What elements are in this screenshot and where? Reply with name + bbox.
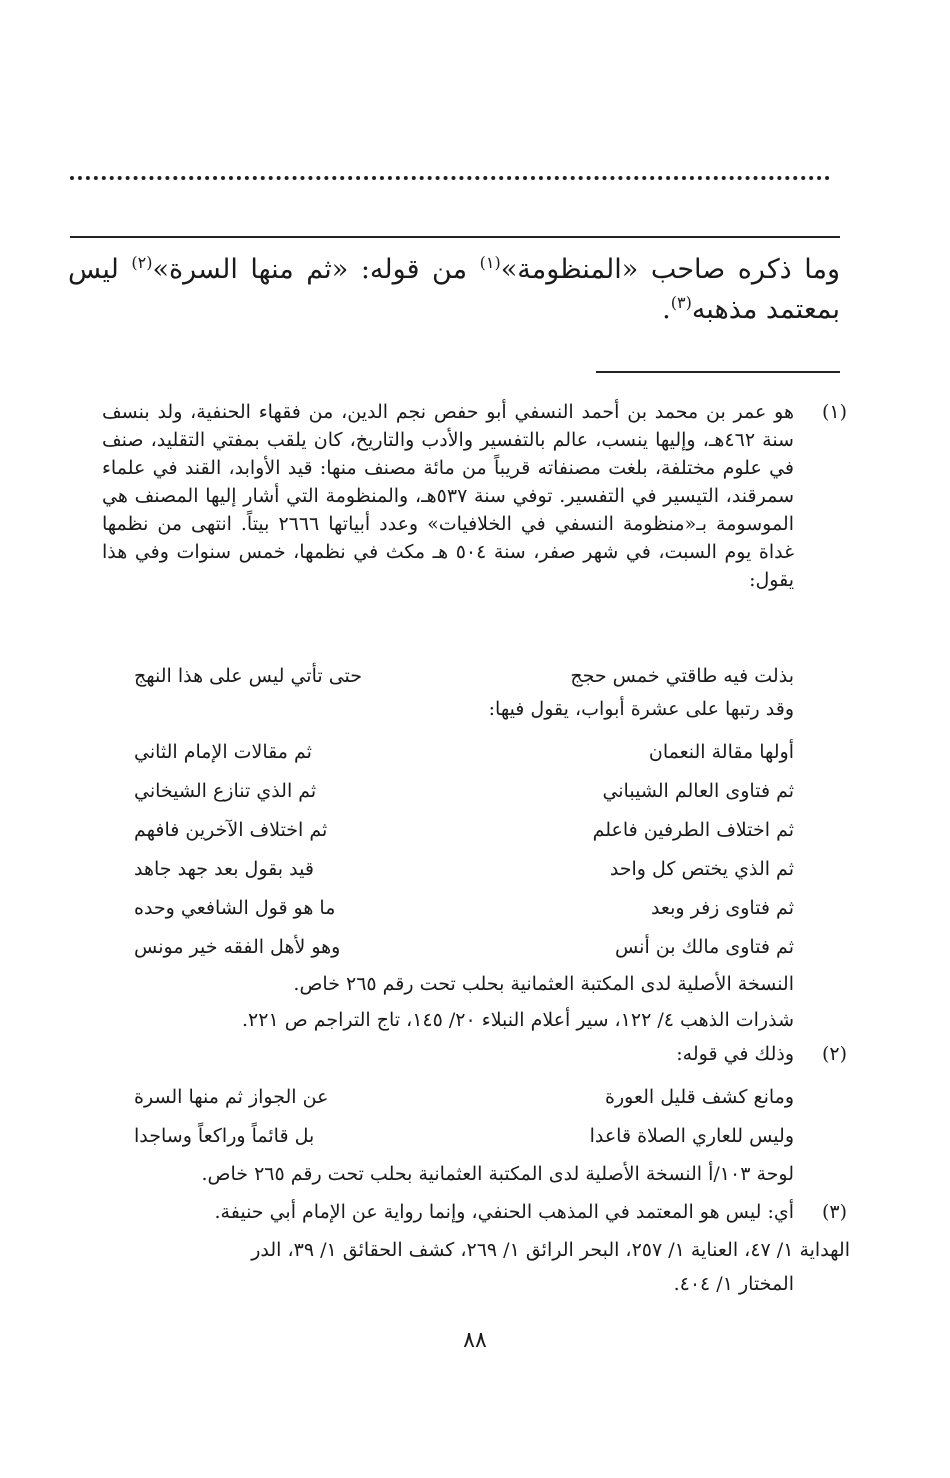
main-paragraph: [68, 250, 840, 330]
verse-hemistich-right: ثم اختلاف الطرفين فاعلم: [592, 819, 794, 841]
verse-line: [134, 810, 794, 850]
verse-hemistich-left: بل قائماً وراكعاً وساجدا: [134, 1125, 315, 1147]
verse-hemistich-left: ثم اختلاف الآخرين فافهم: [134, 819, 328, 841]
verse-hemistich-left: ما هو قول الشافعي وحده: [134, 897, 336, 919]
verse-hemistich-right: ثم الذي يختص كل واحد: [609, 858, 794, 880]
verse-line: [134, 656, 794, 696]
verse-line: [134, 927, 794, 967]
footnote-2-source: لوحة ١٠٣/أ النسخة الأصلية لدى المكتبة العثمانية بحلب تحت رقم ٢٦٥ خاص.: [201, 1163, 794, 1185]
page-number: ٨٨: [463, 1328, 487, 1353]
footnote-3-references: الهداية ١/ ٤٧، العناية ١/ ٢٥٧، البحر الرائق ١/ ٢٦٩، كشف الحقائق ١/ ٣٩، الدر: [251, 1239, 850, 1261]
verse-line: [134, 732, 794, 772]
verse-hemistich-left: ثم مقالات الإمام الثاني: [134, 741, 312, 763]
verse-line: [134, 1116, 794, 1156]
footnote-rule: [596, 371, 840, 373]
dotted-separator: [70, 176, 830, 180]
verse-hemistich-left: قيد بقول بعد جهد جاهد: [134, 858, 314, 880]
footnote-3-references-cont: المختار ١/ ٤٠٤.: [673, 1273, 794, 1295]
verse-hemistich-left: عن الجواز ثم منها السرة: [134, 1086, 329, 1108]
verse-hemistich-right: ومانع كشف قليل العورة: [605, 1086, 794, 1108]
footnote-ref-1[interactable]: (١): [479, 253, 501, 272]
verse-hemistich-right: وليس للعاري الصلاة قاعدا: [589, 1125, 794, 1147]
top-rule: [70, 236, 840, 238]
main-text-part: .: [662, 294, 671, 325]
verse-line: [134, 771, 794, 811]
footnote-2-intro: وذلك في قوله:: [676, 1043, 794, 1065]
verse-hemistich-right: ثم فتاوى زفر وبعد: [650, 897, 794, 919]
footnote-1-source: النسخة الأصلية لدى المكتبة العثمانية بحلب تحت رقم ٢٦٥ خاص.: [293, 973, 794, 995]
footnote-number-3: (٣): [821, 1201, 847, 1223]
verse-hemistich-left: وهو لأهل الفقه خير مونس: [134, 936, 341, 958]
verse-hemistich-left: حتى تأتي ليس على هذا النهج: [134, 665, 363, 687]
footnote-number-2: (٢): [821, 1043, 847, 1065]
footnote-1-note: وقد رتبها على عشرة أبواب، يقول فيها:: [488, 698, 794, 720]
verse-line: [134, 1077, 794, 1117]
footnote-number-1: (١): [821, 401, 847, 423]
main-text-part: من قوله: «ثم منها السرة»: [152, 254, 480, 285]
verse-line: [134, 849, 794, 889]
verse-hemistich-right: ثم فتاوى العالم الشيباني: [602, 780, 794, 802]
main-text-part: وما ذكره صاحب «المنظومة»: [500, 254, 840, 285]
footnote-ref-3[interactable]: (٣): [670, 293, 692, 312]
footnote-ref-2[interactable]: (٢): [131, 253, 153, 272]
verse-line: [134, 888, 794, 928]
verse-hemistich-right: بذلت فيه طاقتي خمس حجج: [570, 665, 794, 687]
footnote-1-paragraph: هو عمر بن محمد بن أحمد النسفي أبو حفص نجم الدين، من فقهاء الحنفية، ولد بنسف سنة ٤٦٢هـ، وإليها ينسب، عالم بالتفسير والأدب والتاريخ، كان يلقب بمفتي التقليد، صنف في علوم مختلفة، بلغت مصنفاته قريباً من مائة مصنف منها: قيد الأوابد، القند في علماء سمرقند، التيسير في التفسير. توفي سنة ٥٣٧هـ، والمنظومة التي أشار إليها المصنف هي الموسومة بـ«منظومة النسفي في الخلافيات» وعدد أبياتها ٢٦٦٦ بيتاً. انتهى من نظمها غداة يوم السبت، في شهر صفر، سنة ٥٠٤ هـ مكث في نظمها، خمس سنوات وفي هذا يقول:: [102, 401, 795, 591]
verse-hemistich-right: أولها مقالة النعمان: [648, 741, 794, 763]
footnote-1-references: شذرات الذهب ٤/ ١٢٢، سير أعلام النبلاء ٢٠/ ١٤٥، تاج التراجم ص ٢٢١.: [241, 1009, 794, 1031]
footnote-3-text: أي: ليس هو المعتمد في المذهب الحنفي، وإنما رواية عن الإمام أبي حنيفة.: [214, 1201, 794, 1223]
verse-hemistich-left: ثم الذي تنازع الشيخاني: [134, 780, 317, 802]
verse-hemistich-right: ثم فتاوى مالك بن أنس: [614, 936, 794, 958]
main-text-part: ليس بمعتمد مذهبه: [68, 254, 840, 325]
